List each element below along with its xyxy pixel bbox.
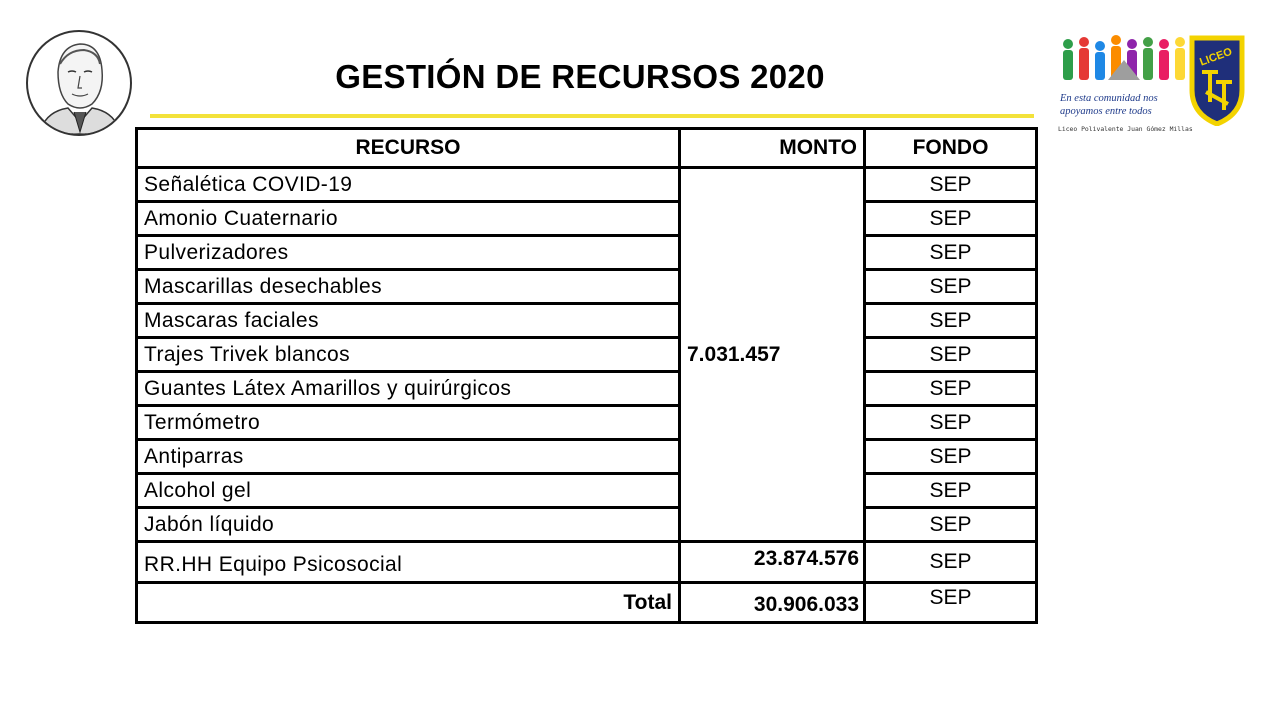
header-monto: MONTO: [680, 129, 865, 168]
cell-fondo: SEP: [865, 270, 1037, 304]
cell-fondo: SEP: [865, 440, 1037, 474]
table-header-row: [137, 129, 1037, 168]
resources-table: [135, 127, 1038, 624]
logo-slogan-line-1: En esta comunidad nos: [1060, 93, 1158, 104]
cell-recurso: Guantes Látex Amarillos y quirúrgicos: [137, 372, 680, 406]
header-fondo: FONDO: [865, 129, 1037, 168]
cell-recurso: Pulverizadores: [137, 236, 680, 270]
total-label: Total: [137, 583, 680, 623]
cell-recurso: Jabón líquido: [137, 508, 680, 542]
logo-school-name: Liceo Polivalente Juan Gómez Millas: [1058, 125, 1193, 133]
table-row: [137, 508, 1037, 542]
total-monto: 30.906.033: [680, 583, 865, 623]
portrait-illustration: [28, 32, 130, 134]
cell-recurso: Señalética COVID-19: [137, 168, 680, 202]
logo-slogan: [1060, 92, 1194, 118]
cell-recurso: Mascaras faciales: [137, 304, 680, 338]
founder-portrait: [26, 30, 132, 136]
cell-recurso: Antiparras: [137, 440, 680, 474]
cell-monto: 23.874.576: [680, 542, 865, 583]
title-underline: [150, 114, 1034, 118]
table-row-hh: [137, 542, 1037, 583]
cell-fondo: SEP: [865, 236, 1037, 270]
shield-label: LICEO: [1198, 45, 1234, 69]
cell-fondo: SEP: [865, 508, 1037, 542]
table-row: [137, 202, 1037, 236]
table-row: [137, 372, 1037, 406]
table-row: [137, 338, 1037, 372]
cell-recurso: Amonio Cuaternario: [137, 202, 680, 236]
cell-recurso: Alcohol gel: [137, 474, 680, 508]
table-row-total: [137, 583, 1037, 623]
cell-fondo: SEP: [865, 372, 1037, 406]
logo-slogan-line-2: apoyamos entre todos: [1060, 106, 1152, 117]
cell-fondo: SEP: [865, 542, 1037, 583]
school-shield-icon: [1184, 30, 1250, 126]
cell-fondo: SEP: [865, 202, 1037, 236]
table-row: [137, 236, 1037, 270]
cell-recurso: Mascarillas desechables: [137, 270, 680, 304]
table-row: [137, 474, 1037, 508]
cell-recurso: Trajes Trivek blancos: [137, 338, 680, 372]
header-recurso: RECURSO: [137, 129, 680, 168]
table-row: [137, 304, 1037, 338]
community-people-icon: [1058, 34, 1190, 82]
school-logo: [1056, 30, 1250, 140]
cell-fondo: SEP: [865, 474, 1037, 508]
page-title: GESTIÓN DE RECURSOS 2020: [335, 58, 825, 95]
table-row: [137, 168, 1037, 202]
cell-group-monto: 7.031.457: [680, 168, 865, 542]
cell-recurso: RR.HH Equipo Psicosocial: [137, 542, 680, 583]
cell-fondo: SEP: [865, 168, 1037, 202]
table-row: [137, 440, 1037, 474]
table-row: [137, 406, 1037, 440]
total-fondo: SEP: [865, 583, 1037, 623]
cell-fondo: SEP: [865, 338, 1037, 372]
cell-fondo: SEP: [865, 304, 1037, 338]
cell-fondo: SEP: [865, 406, 1037, 440]
table-row: [137, 270, 1037, 304]
cell-recurso: Termómetro: [137, 406, 680, 440]
